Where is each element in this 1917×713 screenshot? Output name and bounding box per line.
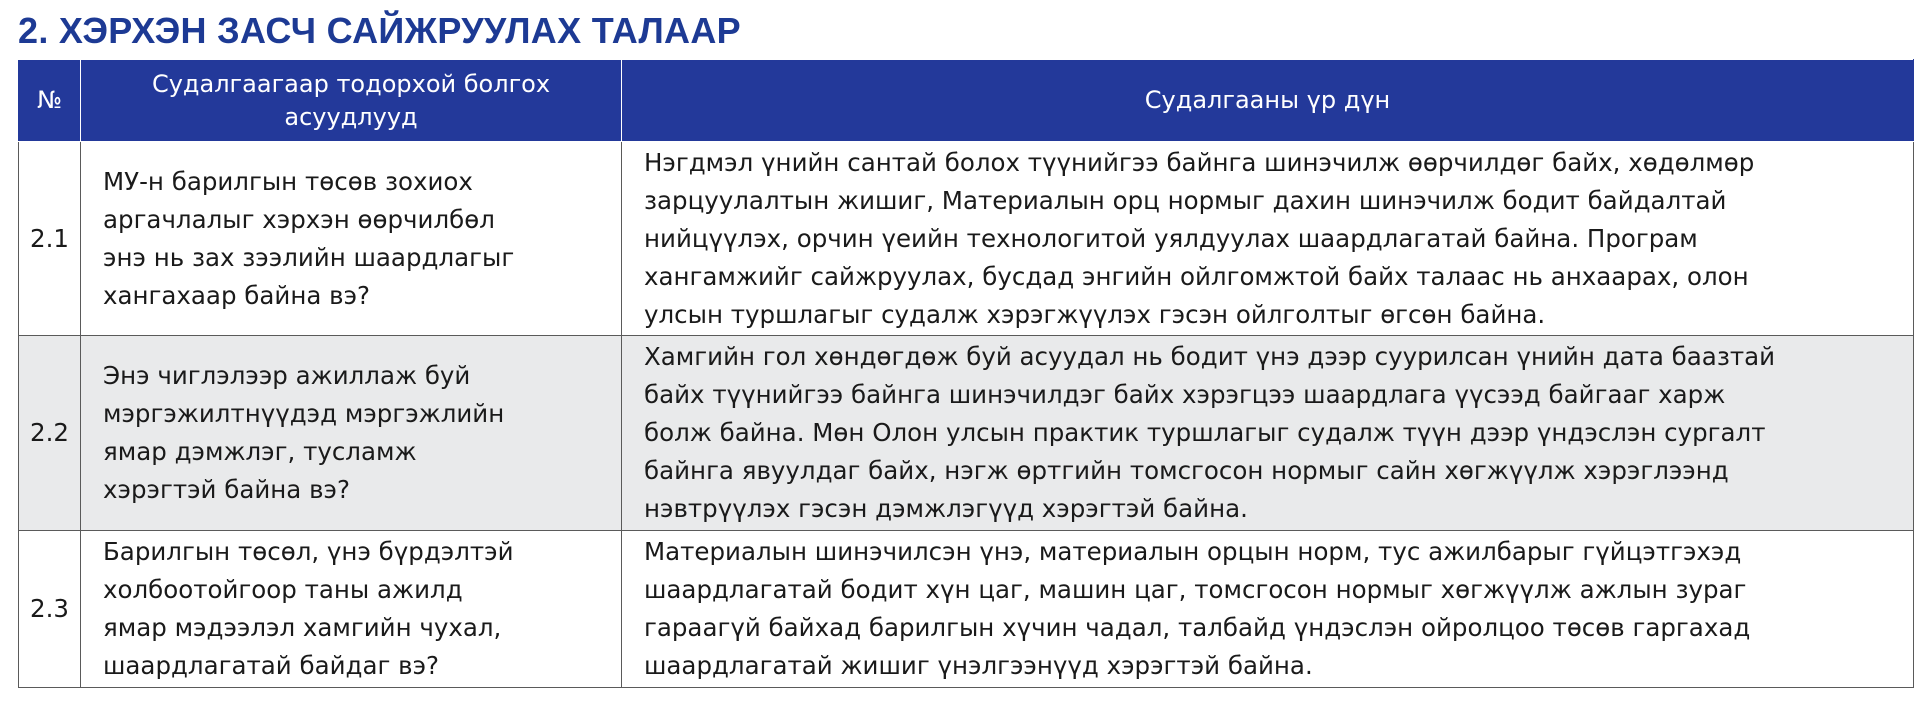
table-header xyxy=(19,60,1914,142)
table-body xyxy=(19,142,1914,688)
findings-table xyxy=(18,59,1914,688)
table-row xyxy=(19,531,1914,688)
result-text: Хамгийн гол хөндөгдөж буй асуудал нь бодит үнэ дээр суурилсан үнийн дата баазтай байх түүнийгээ байнга шинэчилдэг байх хэрэгцээ шаардлага үүсээд байгааг харж болж байна. Мөн Олон улсын практик туршлагыг судалж түүн дээр үндэслэн сургалт байнга явуулдаг байх, нэгж өртгийн томсгосон нормыг сайн хөгжүүлж хэрэглээнд нэвтрүүлэх гэсэн дэмжлэгүүд хэрэгтэй байна. xyxy=(644,342,1776,523)
result-text: Нэгдмэл үнийн сантай болох түүнийгээ байнга шинэчилж өөрчилдөг байх, хөдөлмөр зарцуулалтын жишиг, Материалын орц нормыг дахин шинэчилж бодит байдалтай нийцүүлэх, орчин үеийн технологитой уялдуулах шаардлагатай байна. Програм хангамжийг сайжруулах, бусдад энгийн ойлгомжтой байх талаас нь анхаарах, олон улсын туршлагыг судалж хэрэгжүүлэх гэсэн ойлголтыг өгсөн байна. xyxy=(644,147,1755,329)
result-cell xyxy=(622,336,1914,531)
result-text: Материалын шинэчилсэн үнэ, материалын орцын норм, тус ажилбарыг гүйцэтгэхэд шаардлагатай бодит хүн цаг, машин цаг, томсгосон нормыг хөгжүүлж ажлын зураг гараагүй байхад барилгын хүчин чадал, талбайд үндэслэн ойролцоо төсөв гаргахад шаардлагатай жишиг үнэлгээнүүд хэрэгтэй байна. xyxy=(644,537,1751,680)
row-number: 2.3 xyxy=(19,531,81,688)
page-title: 2. ХЭРХЭН ЗАСЧ САЙЖРУУЛАХ ТАЛААР xyxy=(18,10,741,51)
question-text: Энэ чиглэлээр ажиллаж буй мэргэжилтнүүдэд мэргэжлийн ямар дэмжлэг, тусламж хэрэгтэй байна вэ? xyxy=(103,361,505,504)
question-text: МУ-н барилгын төсөв зохиох аргачлалыг хэрхэн өөрчилбөл энэ нь зах зээлийн шаардлагыг хангахаар байна вэ? xyxy=(103,166,515,310)
question-text: Барилгын төсөл, үнэ бүрдэлтэй холбоотойгоор таны ажилд ямар мэдээлэл хамгийн чухал, шаардлагатай байдаг вэ? xyxy=(103,537,514,680)
column-header-results: Судалгааны үр дүн xyxy=(622,60,1914,142)
header-row xyxy=(19,60,1914,142)
row-number: 2.1 xyxy=(19,142,81,336)
table-row xyxy=(19,142,1914,336)
row-number: 2.2 xyxy=(19,336,81,531)
result-cell xyxy=(622,142,1914,336)
question-cell xyxy=(81,336,622,531)
column-header-questions: Судалгаагаар тодорхой болгох асуудлууд xyxy=(81,60,622,142)
result-cell xyxy=(622,531,1914,688)
table-row xyxy=(19,336,1914,531)
question-cell xyxy=(81,531,622,688)
question-cell xyxy=(81,142,622,336)
column-header-number: № xyxy=(19,60,81,142)
